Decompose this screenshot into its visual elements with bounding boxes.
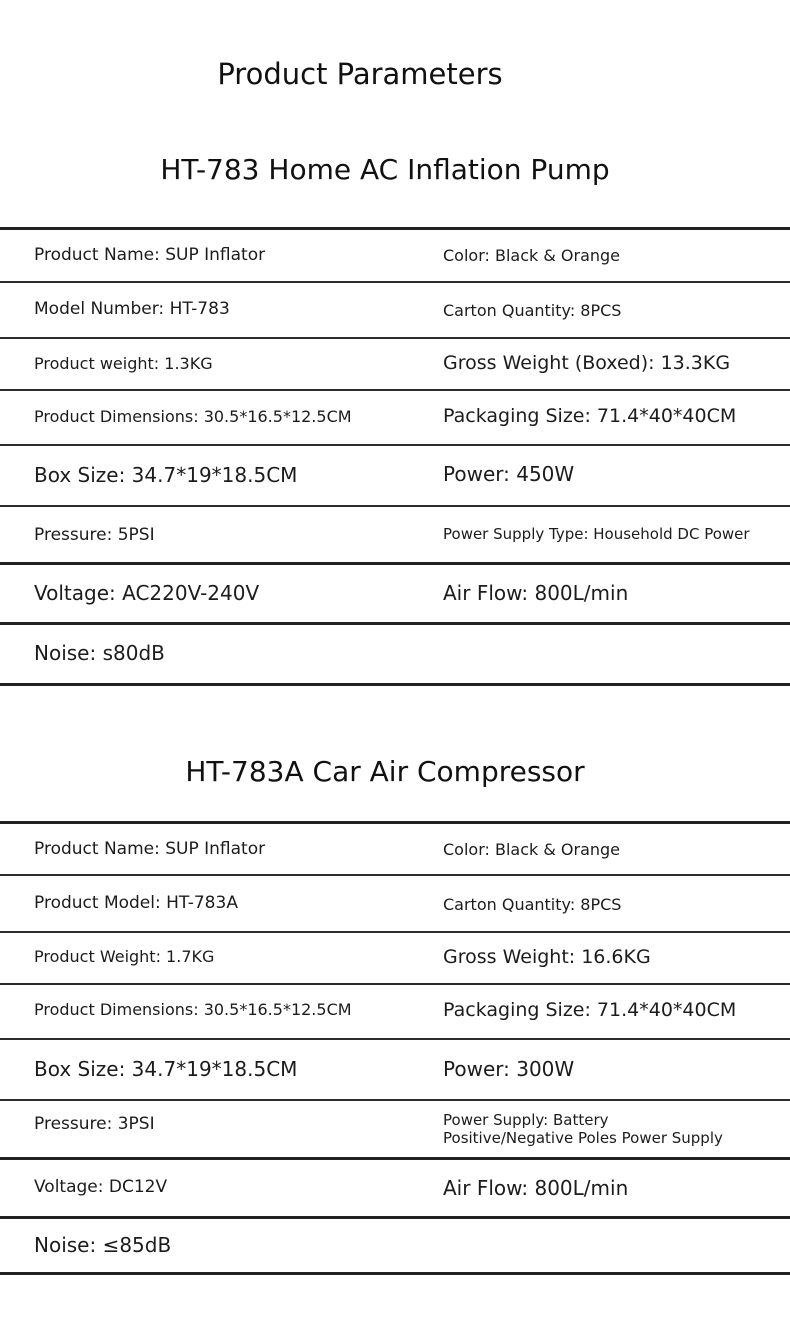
table-rule [0, 874, 790, 876]
gross-weight-cell: Gross Weight: 16.6KG [443, 946, 651, 968]
table-rule [0, 931, 790, 933]
air-flow-cell: Air Flow: 800L/min [443, 1176, 629, 1200]
table-rule [0, 1038, 790, 1040]
table-rule [0, 1099, 790, 1101]
color-cell: Color: Black & Orange [443, 246, 621, 265]
table-rule [0, 821, 790, 824]
table-rule [0, 622, 790, 625]
section-title: HT-783A Car Air Compressor [185, 755, 585, 788]
table-rule [0, 1216, 790, 1219]
power-cell: Power: 300W [443, 1057, 575, 1081]
product-dimensions-cell: Product Dimensions: 30.5*16.5*12.5CM [34, 407, 352, 426]
product-dimensions-cell: Product Dimensions: 30.5*16.5*12.5CM [34, 1000, 352, 1019]
box-size-cell: Box Size: 34.7*19*18.5CM [34, 463, 298, 487]
packaging-size-cell: Packaging Size: 71.4*40*40CM [443, 405, 737, 427]
table-rule [0, 683, 790, 686]
product-weight-cell: Product weight: 1.3KG [34, 354, 213, 373]
noise-cell: Noise: s80dB [34, 641, 165, 665]
box-size-cell: Box Size: 34.7*19*18.5CM [34, 1057, 298, 1081]
product-model-cell: Product Model: HT-783A [34, 893, 238, 913]
page-title: Product Parameters [217, 57, 503, 91]
table-rule [0, 281, 790, 283]
carton-quantity-cell: Carton Quantity: 8PCS [443, 895, 622, 914]
product-weight-cell: Product Weight: 1.7KG [34, 947, 215, 966]
pressure-cell: Pressure: 5PSI [34, 525, 155, 545]
section-title: HT-783 Home AC Inflation Pump [160, 153, 610, 186]
packaging-size-cell: Packaging Size: 71.4*40*40CM [443, 999, 737, 1021]
voltage-cell: Voltage: DC12V [34, 1177, 168, 1197]
carton-quantity-cell: Carton Quantity: 8PCS [443, 301, 622, 320]
power-supply-line-1: Power Supply: Battery [443, 1111, 609, 1129]
power-supply-line-2: Positive/Negative Poles Power Supply [443, 1129, 723, 1147]
table-rule [0, 444, 790, 446]
color-cell: Color: Black & Orange [443, 840, 621, 859]
air-flow-cell: Air Flow: 800L/min [443, 581, 629, 605]
noise-cell: Noise: ≤85dB [34, 1233, 172, 1257]
power-cell: Power: 450W [443, 462, 575, 486]
gross-weight-cell: Gross Weight (Boxed): 13.3KG [443, 352, 731, 374]
product-name-cell: Product Name: SUP Inflator [34, 839, 266, 859]
power-supply-cell [443, 1111, 723, 1147]
power-supply-type-cell: Power Supply Type: Household DC Power [443, 525, 750, 543]
pressure-cell: Pressure: 3PSI [34, 1114, 155, 1134]
table-rule [0, 562, 790, 565]
table-rule [0, 337, 790, 339]
table-rule [0, 1272, 790, 1275]
table-rule [0, 505, 790, 507]
table-rule [0, 227, 790, 230]
voltage-cell: Voltage: AC220V-240V [34, 581, 260, 605]
table-rule [0, 389, 790, 391]
product-name-cell: Product Name: SUP Inflator [34, 245, 266, 265]
table-rule [0, 983, 790, 985]
table-rule [0, 1157, 790, 1160]
model-number-cell: Model Number: HT-783 [34, 299, 230, 319]
